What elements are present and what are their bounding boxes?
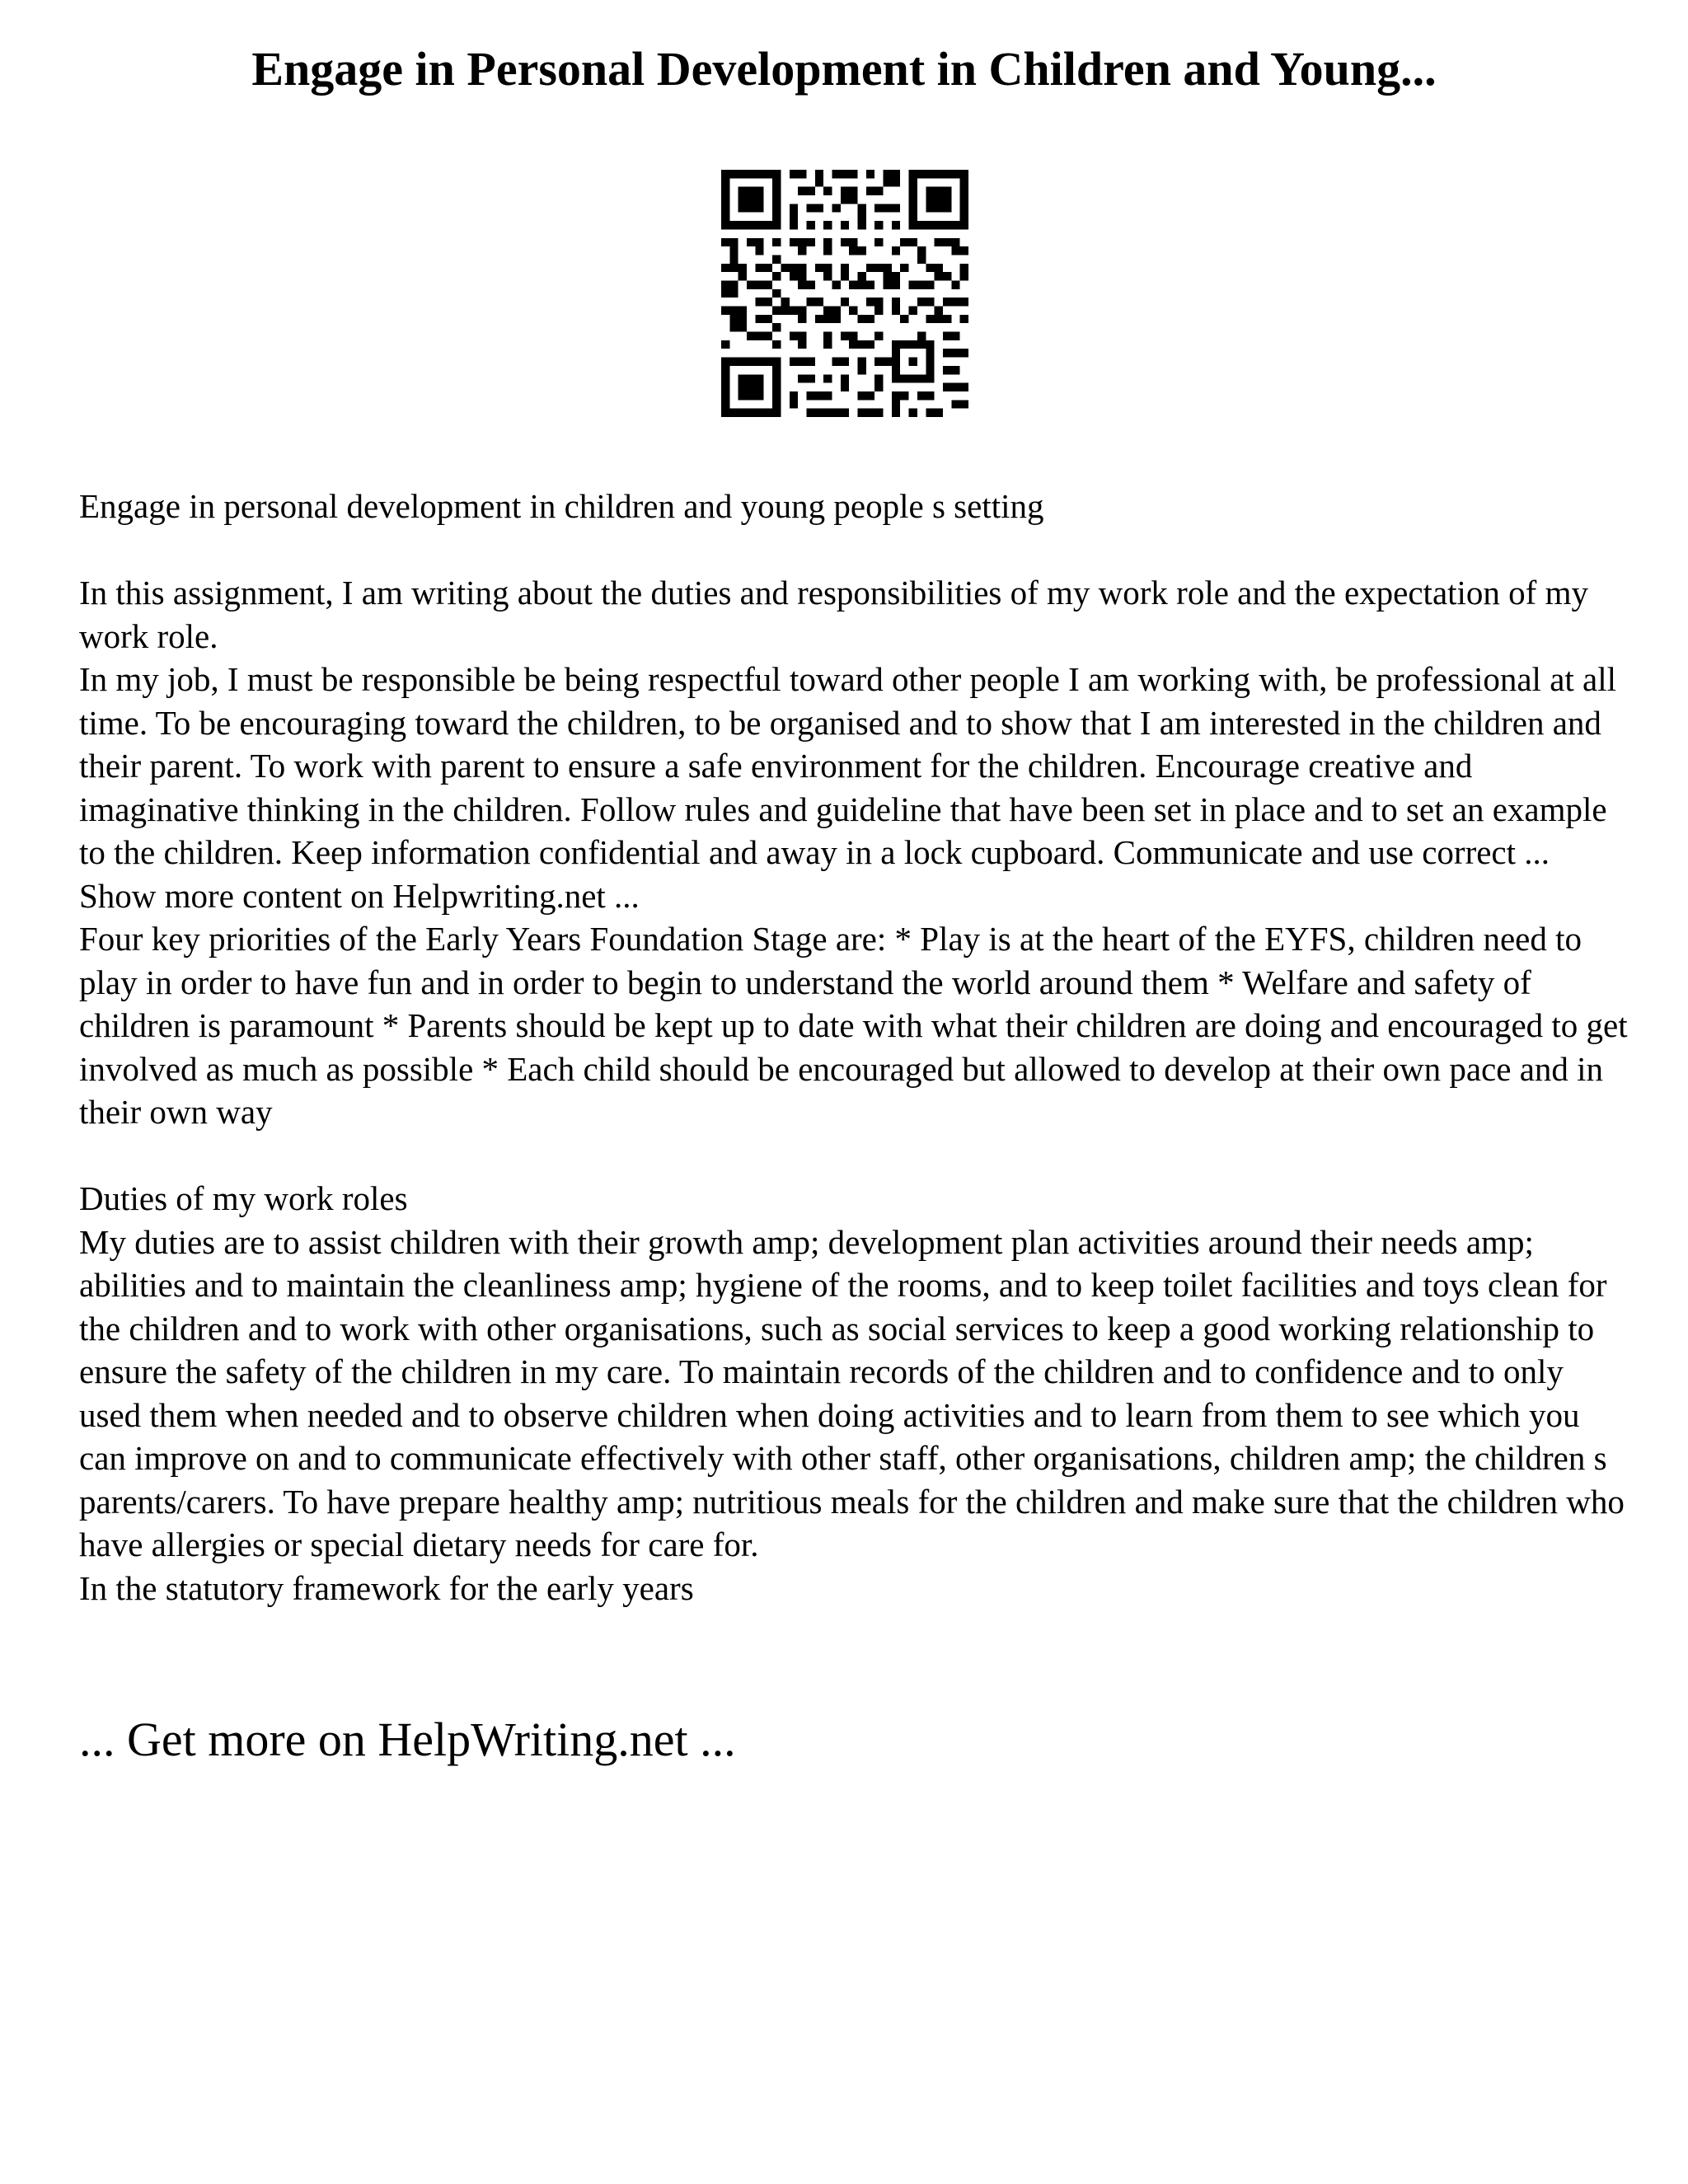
paragraph: Four key priorities of the Early Years Foundation Stage are: * Play is at the heart of the EYFS, children need to play in order to have fun and in order to begin to understand the world around them * Welfare and safety of children is paramount * Parents should be kept up to date with what their children are doing and encouraged to get involved as much as possible * Each child should be encouraged but allowed to develop at their own pace and in their own way — [79, 920, 1628, 1131]
duties-paragraph: My duties are to assist children with their growth amp; development plan activities around their needs amp; abilities and to maintain the cleanliness amp; hygiene of the rooms, and to keep toilet facilities and toys clean for the children and to work with other organisations, such as social services to keep a good working relationship to ensure the safety of the children in my care. To maintain records of the children and to confidence and to only used them when needed and to observe children when doing activities and to learn from them to see which you can improve on and to communicate effectively with other staff, other organisations, children amp; the children s parents/carers. To have prepare healthy amp; nutritious meals for the children and make sure that the children who have allergies or special dietary needs for care for. — [79, 1222, 1625, 1563]
document-body — [79, 485, 1629, 1610]
paragraph: In this assignment, I am writing about the duties and responsibilities of my work role and the expectation of my work role. — [79, 574, 1588, 655]
document-title: Engage in Personal Development in Children and Young... — [251, 42, 1437, 96]
document-subtitle: Engage in personal development in children and young people s setting — [79, 487, 1044, 525]
duties-heading: Duties of my work roles — [79, 1179, 408, 1217]
get-more-link[interactable]: ... Get more on HelpWriting.net ... — [79, 1713, 736, 1766]
paragraph: In my job, I must be responsible be being respectful toward other people I am working with, be professional at all time. To be encouraging toward the children, to be organised and to show that I am interested in the children and their parent. To work with parent to ensure a safe environment for the children. Encourage creative and imaginative thinking in the children. Follow rules and guideline that have been set in place and to set an example to the children. Keep information confidential and away in a lock cupboard. Communicate and use correct ... Show more content on Helpwriting.net ... — [79, 660, 1617, 915]
paragraph-gap — [79, 528, 1629, 572]
paragraph-gap — [79, 1134, 1629, 1178]
qr-code-icon[interactable] — [721, 170, 968, 417]
closing-line: In the statutory framework for the early years — [79, 1568, 694, 1607]
